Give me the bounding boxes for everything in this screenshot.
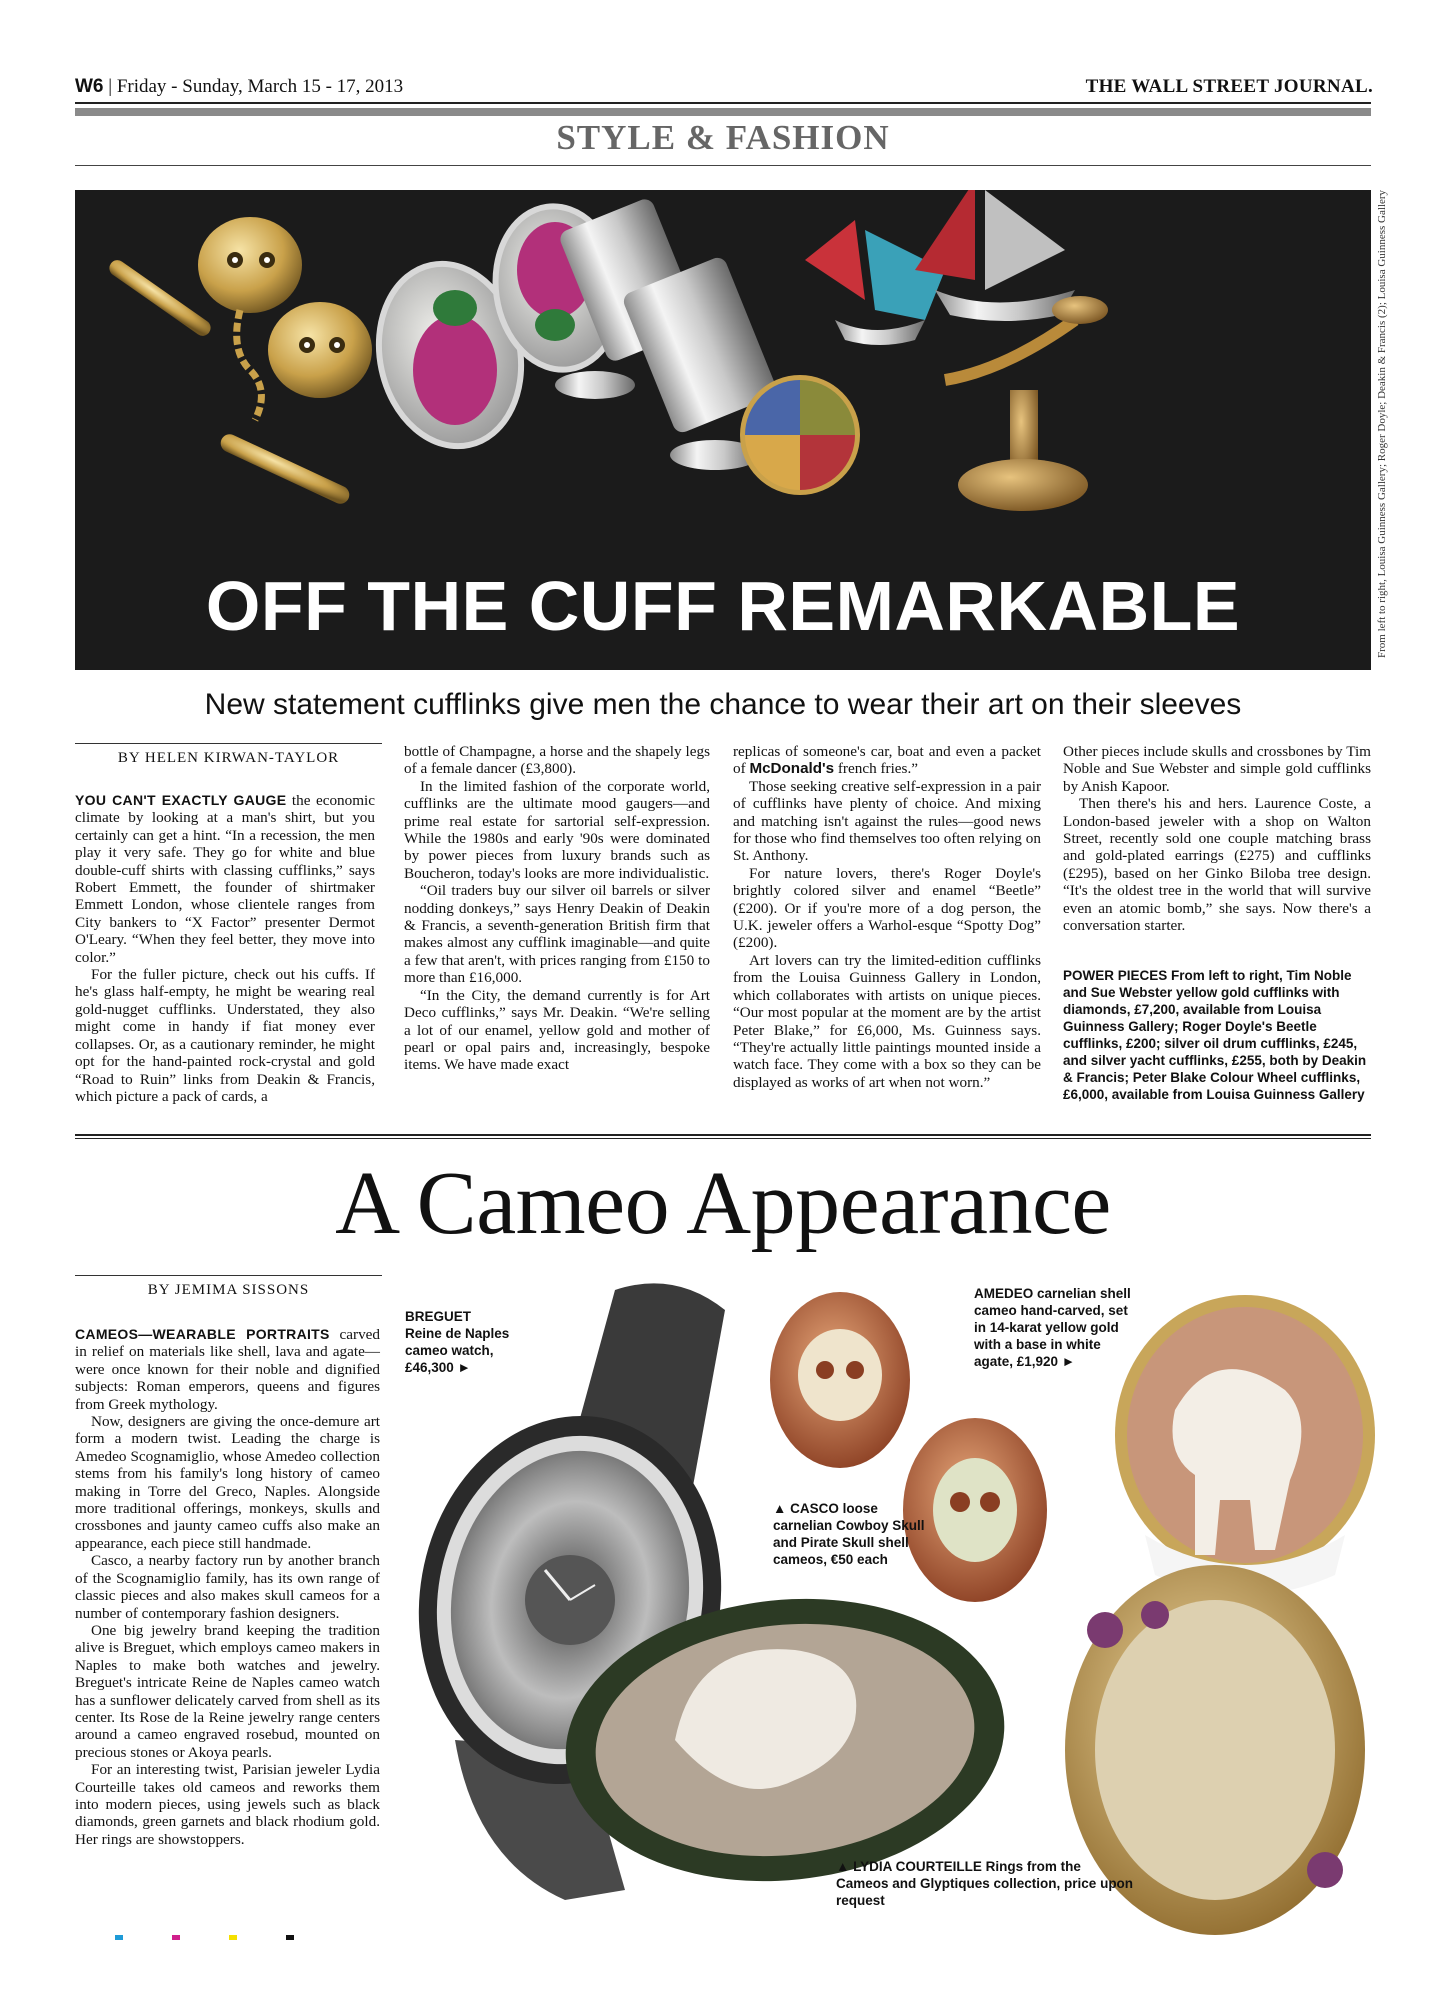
- lydia-caption: [836, 1858, 1136, 1909]
- caption-text: loose carnelian Cowboy Skull and Pirate Skull shell cameos, €50 each: [773, 1501, 925, 1567]
- story-divider-thin: [75, 1138, 1371, 1139]
- lead-in: CAMEOS—WEARABLE PORTRAITS: [75, 1326, 330, 1342]
- registration-mark-yellow: [229, 1935, 237, 1940]
- caption-brand: ▲ CASCO: [773, 1501, 839, 1516]
- article-column-4: [1063, 743, 1371, 934]
- byline: BY HELEN KIRWAN-TAYLOR: [117, 750, 340, 766]
- paragraph: For nature lovers, there's Roger Doyle's brightly colored silver and enamel “Beetle” (£200). Or if you're more of a dog person, the U.K. jeweler offers a Warhol-esque “Spotty Dog” (£200).: [733, 864, 1041, 952]
- breguet-caption: [405, 1308, 525, 1376]
- paragraph: Art lovers can try the limited-edition cufflinks from the Louisa Guinness Gallery in London, which collaborates with artists on unique pieces. “Our most popular at the moment are by the artist Peter Blake,” for £6,000, Ms. Guinness says. “They're actually little paintings mounted inside a watch face. They come with a box so they can be displayed as works of art when not worn.”: [733, 951, 1041, 1091]
- registration-mark-cyan: [115, 1935, 123, 1940]
- article-column-1: [75, 792, 375, 1105]
- paragraph: Those seeking creative self-expression in a pair of cufflinks have plenty of choice. And mixing and matching isn't against the rules—good news for those who find themselves too often relying on St. Anthony.: [733, 777, 1041, 865]
- byline: BY JEMIMA SISSONS: [147, 1282, 310, 1298]
- paragraph: bottle of Champagne, a horse and the shapely legs of a female dancer (£3,800).: [404, 743, 710, 778]
- skull-cufflinks: [106, 217, 372, 507]
- paragraph: Now, designers are giving the once-demure art form a modern twist. Leading the charge is Amedeo Scognamiglio, whose Amedeo collection stems from his family's long history of cameo making in Torre del Greco, Naples. Alongside more traditional offerings, monkeys, skulls and crossbones and jaunty cameo cuffs also make an appearance, each piece still handmade.: [75, 1413, 380, 1552]
- byline-rule: [75, 743, 382, 744]
- paragraph: Casco, a nearby factory run by another branch of the Scognamiglio family, has its own range of classic pieces and also makes skull cameos for a number of contemporary fashion designers.: [75, 1552, 380, 1622]
- paragraph: One big jewelry brand keeping the tradition alive is Breguet, which employs cameo makers in Naples to make both watches and jewelry. Breguet's intricate Reine de Naples cameo watch has a sunflower delicately carved from shell as its center. Its Rose de la Reine jewelry range centers around a cameo engraved rosebud, mounted on precious stones or Akoya pearls.: [75, 1621, 380, 1761]
- paragraph: Then there's his and hers. Laurence Coste, a London-based jeweler with a shop on Walton Street, recently sold one couple matching brass and gold-plated earrings (£275) and cufflinks (£295), based on her Ginko Biloba tree design. “It's the oldest tree in the world that will survive even an atomic bomb,” she says. Now there's a conversation starter.: [1063, 795, 1371, 935]
- cameo-article-column: [75, 1326, 380, 1848]
- page-folio: W6 | Friday - Sunday, March 15 - 17, 2013: [75, 76, 404, 97]
- amedeo-caption: [974, 1285, 1134, 1370]
- feature-headline: OFF THE CUFF REMARKABLE: [205, 567, 1241, 645]
- yacht-cufflinks: [805, 190, 1075, 345]
- paragraph: In the limited fashion of the corporate world, cufflinks are the ultimate mood gaugers—and prime real estate for sartorial self-expression. While the 1980s and early '90s were dominated by power pieces from luxury brands such as Boucheron, today's looks are more individualistic.: [404, 777, 710, 882]
- registration-mark-black: [286, 1935, 294, 1940]
- photo-caption: POWER PIECES From left to right, Tim Noble and Sue Webster yellow gold cufflinks with diamonds, £7,200, available from Louisa Guinness Gallery; Roger Doyle's Beetle cufflinks, £200; silver oil drum cufflinks, £245, and silver yacht cufflinks, £255, both by Deakin & Francis; Peter Blake Colour Wheel cufflinks, £6,000, available from Louisa Guinness Gallery: [1063, 968, 1367, 1102]
- newspaper-name: THE WALL STREET JOURNAL.: [1085, 76, 1373, 97]
- paragraph: “In the City, the demand currently is for Art Deco cufflinks,” says Mr. Deakin. “We're selling a lot of our enamel, yellow gold and mother of pearl or opal pairs and, increasingly, bespoke items. We have made exact: [404, 986, 710, 1074]
- section-title: STYLE & FASHION: [556, 118, 890, 157]
- paragraph: carved in relief on materials like shell, lava and agate—were once known for their noble and dignified subjects: Roman emperors, queens and figures from Greek mythology.: [75, 1326, 380, 1413]
- brand-name: McDonald's: [749, 760, 835, 778]
- page-number: W6: [75, 76, 104, 97]
- caption-text: Rings from the Cameos and Glyptiques collection, price upon request: [836, 1859, 1134, 1908]
- article-column-3: [733, 743, 1041, 1091]
- elephant-cameo-ring-image: [1115, 1295, 1375, 1595]
- story-divider: [75, 1134, 1371, 1136]
- paragraph: french fries.”: [834, 760, 918, 778]
- caption-text: Reine de Naples cameo watch, £46,300 ►: [405, 1326, 510, 1375]
- photo-credit: [1374, 190, 1392, 670]
- masthead-gray-bar: [75, 108, 1371, 116]
- cameo-photo-collage: [395, 1270, 1395, 1940]
- paragraph: “Oil traders buy our silver oil barrels or silver nodding donkeys,” says Henry Deakin of Deakin & Francis, a seventh-generation British firm that makes almost any cufflink imaginable—and quite a few that aren't, with prices ranging from £150 to more than £16,000.: [404, 882, 710, 987]
- article-column-2: [404, 743, 710, 1074]
- feature-deck: New statement cufflinks give men the chance to wear their art on their sleeves: [204, 688, 1242, 721]
- registration-mark-magenta: [172, 1935, 180, 1940]
- caption-brand: AMEDEO: [974, 1286, 1034, 1301]
- caption-text: carnelian shell cameo hand-carved, set in 14-karat yellow gold with a base in white agate, £1,920 ►: [974, 1286, 1131, 1369]
- cameo-headline: A Cameo Appearance: [335, 1154, 1111, 1253]
- paragraph: For an interesting twist, Parisian jeweler Lydia Courteille takes old cameos and reworks them into modern pieces, using jewels such as black diamonds, green garnets and black rhodium gold. Her rings are showstoppers.: [75, 1761, 380, 1848]
- photo-credit-text: From left to right, Louisa Guinness Gallery; Roger Doyle; Deakin & Francis (2); Louisa Guinness Gallery: [1376, 189, 1388, 658]
- paragraph: the economic climate by looking at a man's shirt, but you certainly can get a hint. “In a recession, the men play it very safe. They go for white and blue double-cuff shirts with classing cufflinks,” says Robert Emmett, the founder of shirtmaker Emmett London, whose clientele ranges from City bankers to “X Factor” presenter Dermot O'Leary. “When they feel better, they move into color.”: [75, 792, 375, 966]
- caption-brand: BREGUET: [405, 1309, 472, 1324]
- paragraph: Other pieces include skulls and crossbones by Tim Noble and Sue Webster and simple gold cufflinks by Anish Kapoor.: [1063, 743, 1371, 795]
- spoon-cufflink: [945, 296, 1108, 511]
- casco-caption: [773, 1500, 933, 1568]
- section-rule: [75, 165, 1371, 166]
- lead-in: YOU CAN'T EXACTLY GAUGE: [75, 792, 287, 808]
- paragraph: replicas of someone's car, boat and even a packet of: [733, 743, 1041, 778]
- byline-rule: [75, 1275, 382, 1276]
- colour-wheel-cufflink: [740, 375, 860, 495]
- paragraph: For the fuller picture, check out his cuffs. If he's glass half-empty, he might be wearing real gold-nugget cufflinks. Understated, they also might come in handy if fiat money ever collapses. Or, as a cautionary reminder, he might opt for the hand-painted rock-crystal and gold “Road to Ruin” links from Deakin & Francis, which picture a pack of cards, a: [75, 966, 375, 1105]
- dateline: Friday - Sunday, March 15 - 17, 2013: [116, 76, 404, 97]
- caption-brand: ▲ LYDIA COURTEILLE: [836, 1859, 982, 1874]
- masthead-rule: [75, 102, 1371, 104]
